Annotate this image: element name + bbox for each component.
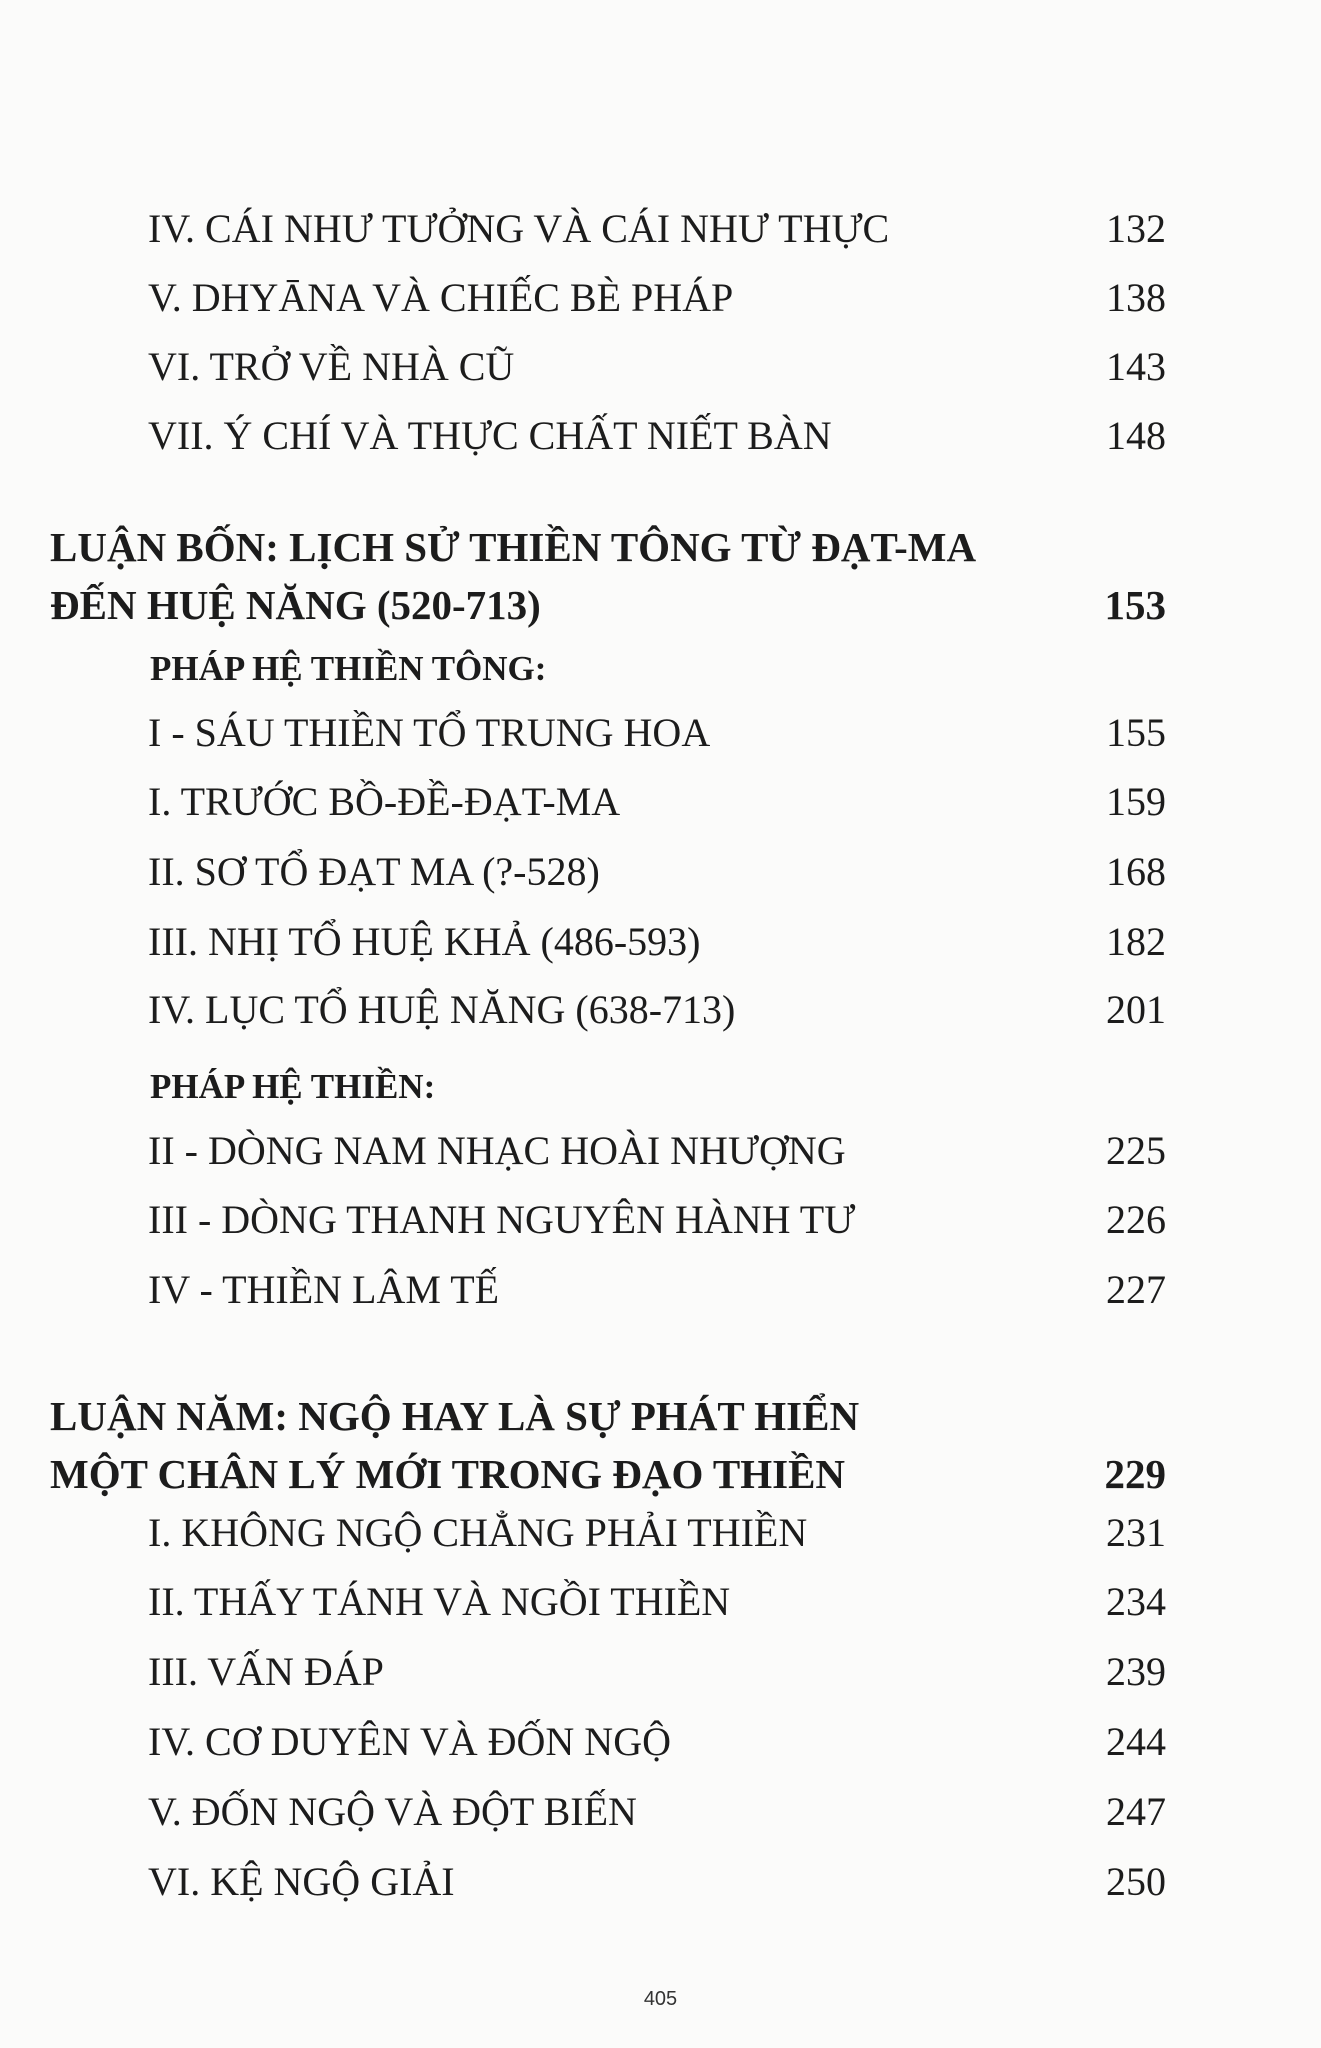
- part4-sublabel-1: PHÁP HỆ THIỀN TÔNG:: [150, 649, 547, 688]
- toc-entry-title: IV - THIỀN LÂM TẾ: [148, 1267, 500, 1312]
- toc-entry: [148, 1572, 1166, 1632]
- toc-entry-page: 168: [1106, 849, 1166, 894]
- part5-heading-line1: LUẬN NĂM: NGỘ HAY LÀ SỰ PHÁT HIỂN: [50, 1393, 860, 1439]
- part5-heading-page: 229: [1104, 1451, 1166, 1497]
- toc-entry-page: 239: [1106, 1649, 1166, 1694]
- part4-heading-line2: ĐẾN HUỆ NĂNG (520-713): [50, 582, 541, 628]
- toc-entry: [148, 912, 1166, 972]
- toc-entry-title: IV. CƠ DUYÊN VÀ ĐỐN NGỘ: [148, 1719, 671, 1764]
- toc-entry-title: VII. Ý CHÍ VÀ THỰC CHẤT NIẾT BÀN: [148, 413, 832, 458]
- toc-entry-page: 143: [1106, 344, 1166, 389]
- part4-sublabel-2: PHÁP HỆ THIỀN:: [150, 1067, 436, 1106]
- toc-entry-page: 155: [1106, 710, 1166, 755]
- part4-heading: [50, 518, 1166, 634]
- toc-entry-title: I. KHÔNG NGỘ CHẲNG PHẢI THIỀN: [148, 1510, 808, 1555]
- toc-entry: [148, 980, 1166, 1040]
- toc-entry: [148, 1260, 1166, 1320]
- toc-entry-title: V. ĐỐN NGỘ VÀ ĐỘT BIẾN: [148, 1789, 637, 1834]
- toc-entry-title: VI. KỆ NGỘ GIẢI: [148, 1859, 455, 1904]
- toc-entry-page: 250: [1106, 1859, 1166, 1904]
- toc-entry-title: I. TRƯỚC BỒ-ĐỀ-ĐẠT-MA: [148, 779, 621, 824]
- toc-entry-title: IV. CÁI NHƯ TƯỞNG VÀ CÁI NHƯ THỰC: [148, 206, 890, 251]
- toc-entry-page: 159: [1106, 779, 1166, 824]
- toc-entry-page: 201: [1106, 987, 1166, 1032]
- page-number: 405: [643, 1988, 678, 2010]
- toc-entry-title: III - DÒNG THANH NGUYÊN HÀNH TƯ: [148, 1197, 856, 1242]
- toc-entry: [148, 703, 1166, 763]
- toc-entry-title: III. VẤN ĐÁP: [148, 1649, 384, 1694]
- part5-heading-line2: MỘT CHÂN LÝ MỚI TRONG ĐẠO THIỀN: [50, 1451, 846, 1497]
- toc-entry: [148, 1712, 1166, 1772]
- toc-entry-title: II. THẤY TÁNH VÀ NGỒI THIỀN: [148, 1579, 731, 1624]
- toc-entry: [148, 772, 1166, 832]
- toc-entry-page: 244: [1106, 1719, 1166, 1764]
- toc-entry-page: 247: [1106, 1789, 1166, 1834]
- toc-entry: [148, 406, 1166, 466]
- toc-entry-page: 148: [1106, 413, 1166, 458]
- toc-entry-page: 138: [1106, 275, 1166, 320]
- toc-entry-title: II. SƠ TỔ ĐẠT MA (?-528): [148, 849, 600, 894]
- part4-heading-page: 153: [1104, 582, 1166, 628]
- toc-entry: [148, 1782, 1166, 1842]
- toc-entry-title: I - SÁU THIỀN TỔ TRUNG HOA: [148, 710, 711, 755]
- toc-entry: [148, 199, 1166, 259]
- toc-entry: [148, 1852, 1166, 1912]
- toc-entry-title: V. DHYĀNA VÀ CHIẾC BÈ PHÁP: [148, 275, 734, 320]
- toc-entry-page: 234: [1106, 1579, 1166, 1624]
- toc-entry-page: 227: [1106, 1267, 1166, 1312]
- toc-entry: [148, 1642, 1166, 1702]
- toc-entry: [148, 1503, 1166, 1563]
- toc-entry-title: III. NHỊ TỔ HUỆ KHẢ (486-593): [148, 919, 701, 964]
- toc-entry-page: 226: [1106, 1197, 1166, 1242]
- toc-entry-page: 225: [1106, 1128, 1166, 1173]
- toc-entry-page: 182: [1106, 919, 1166, 964]
- toc-entry-title: II - DÒNG NAM NHẠC HOÀI NHƯỢNG: [148, 1128, 846, 1173]
- toc-entry-page: 231: [1106, 1510, 1166, 1555]
- toc-entry: [148, 268, 1166, 328]
- toc-entry: [148, 337, 1166, 397]
- toc-entry: [148, 1190, 1166, 1250]
- toc-entry: [148, 1121, 1166, 1181]
- toc-entry-page: 132: [1106, 206, 1166, 251]
- toc-entry: [148, 842, 1166, 902]
- part4-heading-line1: LUẬN BỐN: LỊCH SỬ THIỀN TÔNG TỪ ĐẠT-MA: [50, 524, 977, 570]
- toc-entry-title: VI. TRỞ VỀ NHÀ CŨ: [148, 344, 515, 389]
- toc-entry-title: IV. LỤC TỔ HUỆ NĂNG (638-713): [148, 987, 736, 1032]
- part5-heading: [50, 1387, 1166, 1503]
